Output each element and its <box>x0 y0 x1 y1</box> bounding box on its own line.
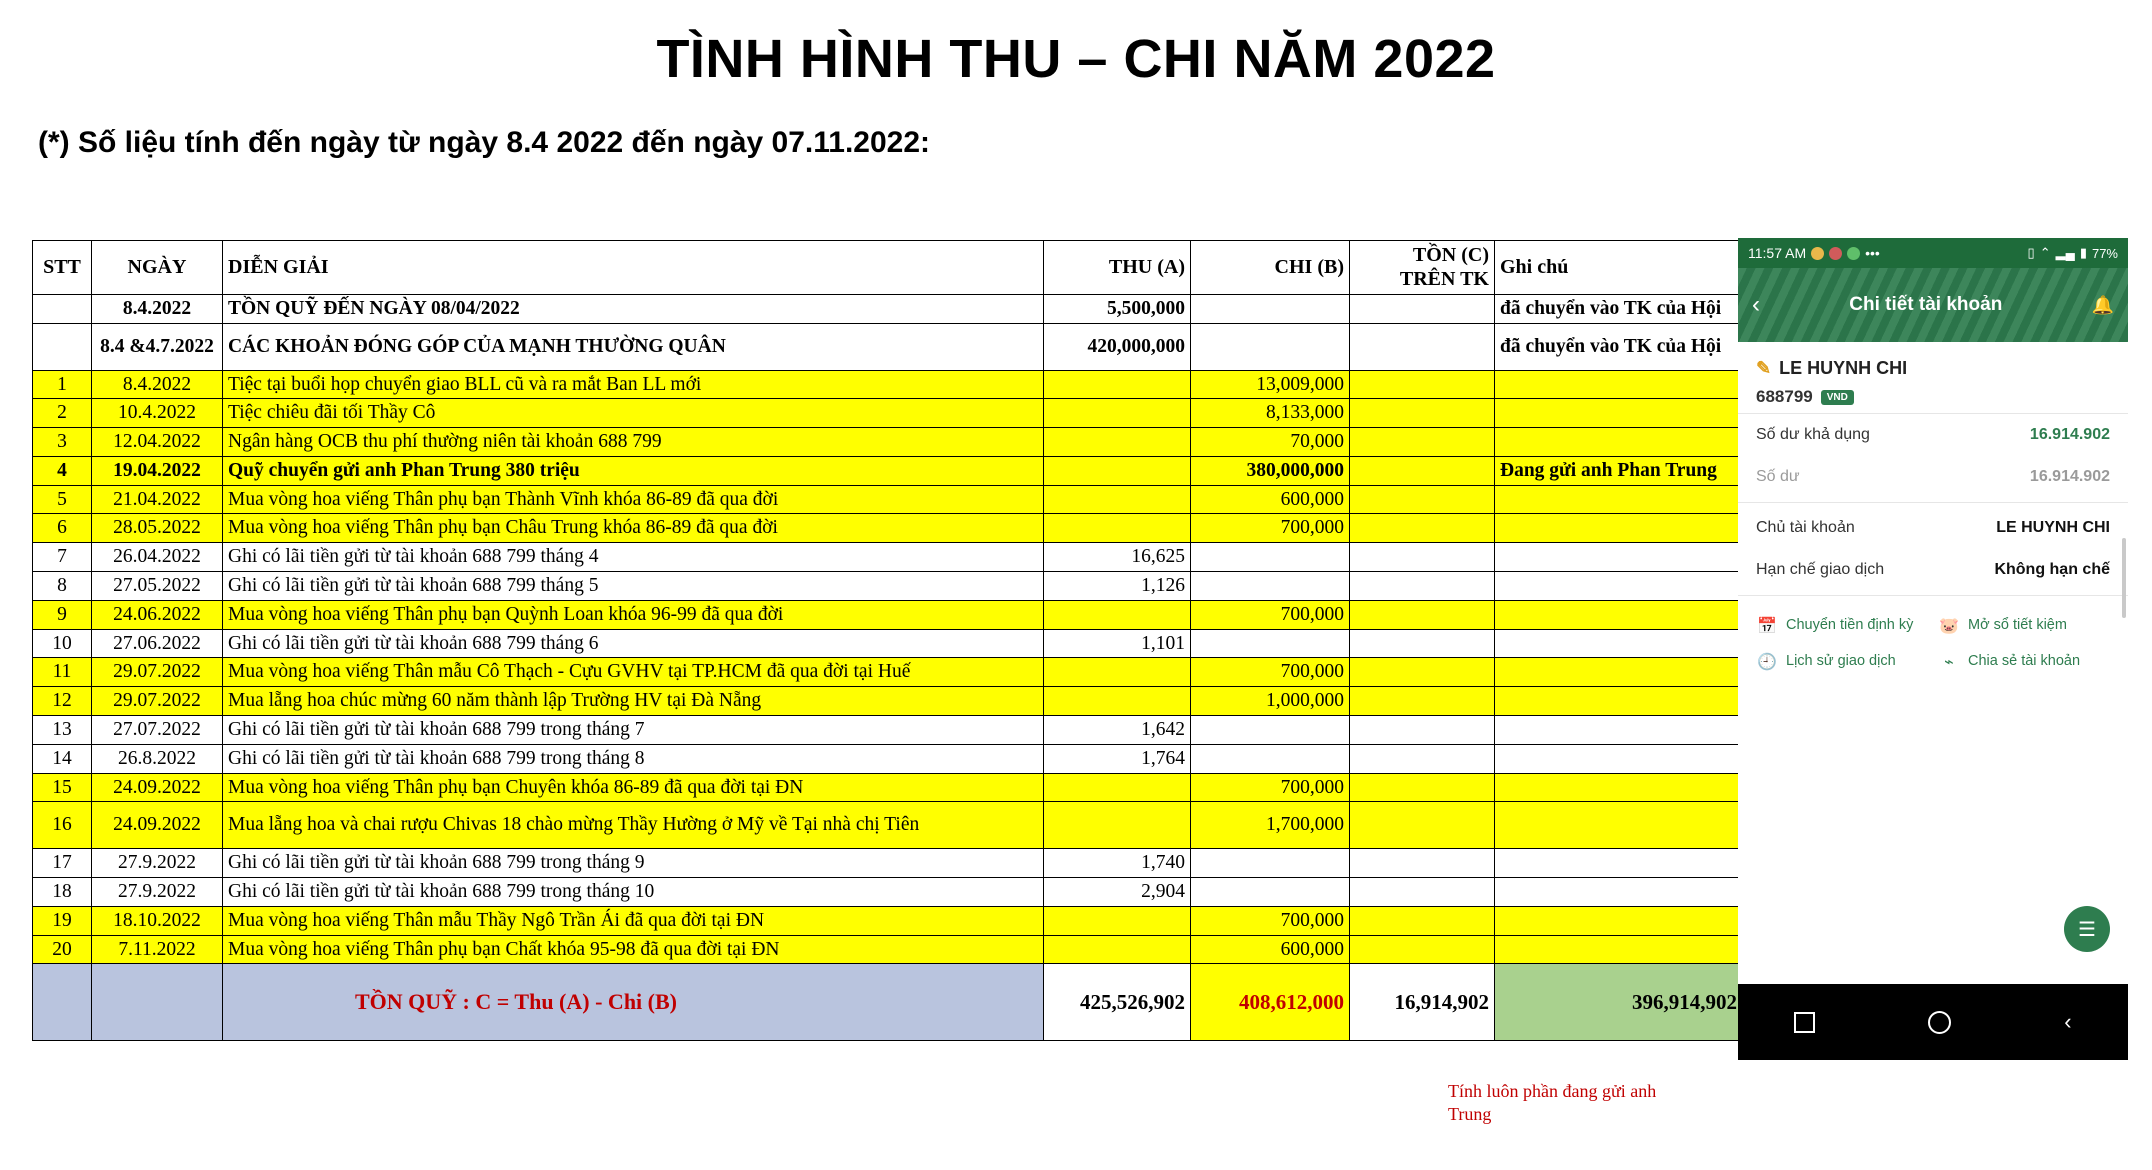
cell-description: Ghi có lãi tiền gửi từ tài khoản 688 799 tháng 4 <box>223 543 1044 572</box>
column-header-stt: STT <box>33 241 92 295</box>
cell-income: 2,904 <box>1044 878 1191 907</box>
summary-balance: 16,914,902 <box>1350 964 1495 1041</box>
cell-date: 12.04.2022 <box>92 428 223 457</box>
status-more-icon: ••• <box>1865 245 1880 261</box>
cell-date: 27.05.2022 <box>92 572 223 601</box>
cell-income: 5,500,000 <box>1044 294 1191 323</box>
cell-expense: 1,700,000 <box>1191 802 1350 849</box>
cell-description: Mua vòng hoa viếng Thân phụ bạn Châu Trung khóa 86-89 đã qua đời <box>223 514 1044 543</box>
cell-income <box>1044 428 1191 457</box>
cell-balance <box>1350 543 1495 572</box>
page-title: TÌNH HÌNH THU – CHI NĂM 2022 <box>656 29 1496 89</box>
cell-income: 1,101 <box>1044 629 1191 658</box>
summary-date <box>92 964 223 1041</box>
cell-stt: 7 <box>33 543 92 572</box>
status-time: 11:57 AM <box>1748 245 1807 261</box>
quick-action-label: Chuyển tiền định kỳ <box>1786 617 1914 633</box>
cell-stt: 14 <box>33 744 92 773</box>
cell-balance <box>1350 399 1495 428</box>
quick-action-label: Mở sổ tiết kiệm <box>1968 617 2067 633</box>
cell-note <box>1495 849 1760 878</box>
cell-date: 18.10.2022 <box>92 906 223 935</box>
cell-balance <box>1350 514 1495 543</box>
quick-action-label: Lịch sử giao dịch <box>1786 653 1896 669</box>
status-icon-alert <box>1829 247 1842 260</box>
cell-description: Ghi có lãi tiền gửi từ tài khoản 688 799 trong tháng 10 <box>223 878 1044 907</box>
table-row <box>33 543 1760 572</box>
cell-balance <box>1350 600 1495 629</box>
cell-expense: 70,000 <box>1191 428 1350 457</box>
cell-description: CÁC KHOẢN ĐÓNG GÓP CỦA MẠNH THƯỜNG QUÂN <box>223 323 1044 370</box>
cell-date: 26.8.2022 <box>92 744 223 773</box>
cell-balance <box>1350 773 1495 802</box>
cell-expense <box>1191 849 1350 878</box>
cell-note: đã chuyển vào TK của Hội <box>1495 323 1760 370</box>
cell-date: 29.07.2022 <box>92 687 223 716</box>
page-subtitle: (*) Số liệu tính đến ngày từ ngày 8.4 2022 đến ngày 07.11.2022: <box>38 126 931 159</box>
cell-note <box>1495 629 1760 658</box>
column-header-date: NGÀY <box>92 241 223 295</box>
cell-stt: 17 <box>33 849 92 878</box>
cell-balance <box>1350 935 1495 964</box>
cell-note <box>1495 600 1760 629</box>
table-summary-row <box>33 964 1760 1041</box>
cell-note: đã chuyển vào TK của Hội <box>1495 294 1760 323</box>
cell-balance <box>1350 323 1495 370</box>
cell-expense <box>1191 323 1350 370</box>
account-owner-value: LE HUYNH CHI <box>1996 519 2110 536</box>
cell-balance <box>1350 572 1495 601</box>
cell-expense: 13,009,000 <box>1191 370 1350 399</box>
cell-expense: 700,000 <box>1191 773 1350 802</box>
cell-balance <box>1350 687 1495 716</box>
cell-note <box>1495 370 1760 399</box>
cell-stt: 6 <box>33 514 92 543</box>
phone-screenshot <box>1738 238 2128 1060</box>
column-header-expense: CHI (B) <box>1191 241 1350 295</box>
quick-action-3[interactable] <box>1756 652 1928 674</box>
cell-balance <box>1350 802 1495 849</box>
menu-fab-button[interactable]: ☰ <box>2064 906 2110 952</box>
cell-stt: 4 <box>33 456 92 485</box>
cell-income: 1,126 <box>1044 572 1191 601</box>
quick-action-label: Chia sẻ tài khoản <box>1968 653 2081 669</box>
cell-expense: 600,000 <box>1191 485 1350 514</box>
phone-app-header <box>1738 268 2128 342</box>
column-header-income: THU (A) <box>1044 241 1191 295</box>
app-screen-title: Chi tiết tài khoản <box>1849 294 2003 315</box>
edit-icon[interactable]: ✎ <box>1756 358 1772 378</box>
cell-income <box>1044 658 1191 687</box>
cell-description: Ghi có lãi tiền gửi từ tài khoản 688 799 tháng 5 <box>223 572 1044 601</box>
cell-note <box>1495 485 1760 514</box>
cell-income <box>1044 687 1191 716</box>
summary-label: TỒN QUỸ : C = Thu (A) - Chi (B) <box>223 964 1044 1041</box>
table-row <box>33 878 1760 907</box>
cell-balance <box>1350 428 1495 457</box>
notification-bell-icon[interactable]: 🔔 <box>2091 294 2114 315</box>
cell-balance <box>1350 629 1495 658</box>
cell-income: 16,625 <box>1044 543 1191 572</box>
cell-date: 26.04.2022 <box>92 543 223 572</box>
recents-icon[interactable] <box>1794 1012 1815 1033</box>
cell-description: Ghi có lãi tiền gửi từ tài khoản 688 799 trong tháng 8 <box>223 744 1044 773</box>
cell-stt: 10 <box>33 629 92 658</box>
cell-date: 7.11.2022 <box>92 935 223 964</box>
ledger-table <box>32 240 1760 1041</box>
cell-date: 19.04.2022 <box>92 456 223 485</box>
cell-stt: 18 <box>33 878 92 907</box>
cell-expense <box>1191 572 1350 601</box>
cell-date: 27.9.2022 <box>92 878 223 907</box>
cell-income <box>1044 370 1191 399</box>
history-icon: 🕘 <box>1757 654 1777 671</box>
cell-stt: 9 <box>33 600 92 629</box>
cell-stt: 15 <box>33 773 92 802</box>
ledger-table-container <box>32 240 1737 1041</box>
cell-note <box>1495 572 1760 601</box>
table-row <box>33 906 1760 935</box>
available-balance-label: Số dư khả dụng <box>1756 426 1870 443</box>
cell-income <box>1044 485 1191 514</box>
cell-note <box>1495 543 1760 572</box>
footnote-text: Tính luôn phần đang gửi anh Trung <box>1448 1081 1657 1125</box>
cell-description: Tiệc chiêu đãi tối Thầy Cô <box>223 399 1044 428</box>
cell-balance <box>1350 485 1495 514</box>
quick-actions <box>1738 600 2128 678</box>
quick-action-2[interactable] <box>1938 616 2110 638</box>
cell-expense <box>1191 744 1350 773</box>
cell-expense <box>1191 294 1350 323</box>
cell-note <box>1495 878 1760 907</box>
cell-expense: 1,000,000 <box>1191 687 1350 716</box>
cell-note: Đang gửi anh Phan Trung <box>1495 456 1760 485</box>
table-row <box>33 294 1760 323</box>
transaction-limit-value: Không hạn chế <box>1994 561 2110 578</box>
cell-expense: 8,133,000 <box>1191 399 1350 428</box>
divider-1 <box>1738 502 2128 503</box>
cell-description: Mua vòng hoa viếng Thân phụ bạn Chất khóa 95-98 đã qua đời tại ĐN <box>223 935 1044 964</box>
cell-description: Mua vòng hoa viếng Thân phụ bạn Chuyên khóa 86-89 đã qua đời tại ĐN <box>223 773 1044 802</box>
cell-description: Mua vòng hoa viếng Thân phụ bạn Thành Vĩnh khóa 86-89 đã qua đời <box>223 485 1044 514</box>
column-header-balance: TỒN (C) TRÊN TK <box>1350 241 1495 295</box>
cell-expense <box>1191 543 1350 572</box>
cell-balance <box>1350 456 1495 485</box>
account-owner-row <box>1738 507 2128 549</box>
cell-stt: 5 <box>33 485 92 514</box>
cell-income <box>1044 802 1191 849</box>
cell-description: Tiệc tại buổi họp chuyển giao BLL cũ và ra mắt Ban LL mới <box>223 370 1044 399</box>
phone-status-bar <box>1738 238 2128 268</box>
cell-stt: 13 <box>33 715 92 744</box>
cell-stt: 12 <box>33 687 92 716</box>
table-row <box>33 323 1760 370</box>
cell-date: 24.06.2022 <box>92 600 223 629</box>
cell-income <box>1044 514 1191 543</box>
available-balance-value: 16.914.902 <box>2029 426 2110 443</box>
vibrate-icon: ▯ <box>2027 245 2035 260</box>
cell-income <box>1044 600 1191 629</box>
wifi-icon: ⌃ <box>2039 245 2051 260</box>
cell-date: 28.05.2022 <box>92 514 223 543</box>
summary-stt <box>33 964 92 1041</box>
quick-action-4[interactable] <box>1938 652 2110 674</box>
cell-income <box>1044 906 1191 935</box>
cell-income: 1,642 <box>1044 715 1191 744</box>
cell-stt: 19 <box>33 906 92 935</box>
cell-income: 1,740 <box>1044 849 1191 878</box>
status-icon-chat <box>1811 247 1824 260</box>
cell-note <box>1495 428 1760 457</box>
balance-row <box>1738 456 2128 498</box>
cell-date: 24.09.2022 <box>92 773 223 802</box>
battery-percent: 77% <box>2091 245 2118 261</box>
account-summary <box>1738 342 2128 413</box>
available-balance-row <box>1738 413 2128 456</box>
cell-note <box>1495 658 1760 687</box>
account-number: 688799 <box>1756 387 1813 406</box>
cell-date: 27.9.2022 <box>92 849 223 878</box>
cell-balance <box>1350 658 1495 687</box>
table-row <box>33 456 1760 485</box>
summary-expense: 408,612,000 <box>1191 964 1350 1041</box>
account-name-row <box>1756 358 2110 379</box>
scrollbar[interactable] <box>2122 538 2126 618</box>
sim-icon: ▮ <box>2079 245 2087 260</box>
cell-description: Mua vòng hoa viếng Thân phụ bạn Quỳnh Loan khóa 96-99 đã qua đời <box>223 600 1044 629</box>
cell-balance <box>1350 878 1495 907</box>
table-row <box>33 399 1760 428</box>
cell-expense: 380,000,000 <box>1191 456 1350 485</box>
cell-stt: 20 <box>33 935 92 964</box>
piggy-bank-icon: 🐷 <box>1939 618 1959 635</box>
table-row <box>33 802 1760 849</box>
cell-income: 1,764 <box>1044 744 1191 773</box>
currency-badge: VND <box>1821 390 1854 405</box>
cell-note <box>1495 906 1760 935</box>
calendar-icon: 📅 <box>1757 618 1777 635</box>
transaction-limit-row <box>1738 549 2128 591</box>
summary-note: 396,914,902 <box>1495 964 1760 1041</box>
cell-stt: 1 <box>33 370 92 399</box>
cell-balance <box>1350 849 1495 878</box>
cell-expense: 700,000 <box>1191 658 1350 687</box>
share-icon: ⌁ <box>1944 654 1954 671</box>
cell-date: 24.09.2022 <box>92 802 223 849</box>
summary-income: 425,526,902 <box>1044 964 1191 1041</box>
cell-description: Mua vòng hoa viếng Thân mẫu Cô Thạch - Cựu GVHV tại TP.HCM đã qua đời tại Huế <box>223 658 1044 687</box>
table-row <box>33 485 1760 514</box>
cell-balance <box>1350 294 1495 323</box>
cell-stt: 11 <box>33 658 92 687</box>
cell-note <box>1495 687 1760 716</box>
cell-balance <box>1350 715 1495 744</box>
table-row <box>33 715 1760 744</box>
cell-date: 29.07.2022 <box>92 658 223 687</box>
cell-date: 21.04.2022 <box>92 485 223 514</box>
cell-stt <box>33 323 92 370</box>
cell-note <box>1495 802 1760 849</box>
cell-expense: 600,000 <box>1191 935 1350 964</box>
cell-balance <box>1350 906 1495 935</box>
cell-income <box>1044 935 1191 964</box>
table-row <box>33 600 1760 629</box>
table-row <box>33 935 1760 964</box>
cell-balance <box>1350 370 1495 399</box>
cell-income: 420,000,000 <box>1044 323 1191 370</box>
home-icon[interactable] <box>1928 1011 1951 1034</box>
cell-note <box>1495 773 1760 802</box>
cell-description: Quỹ chuyển gửi anh Phan Trung 380 triệu <box>223 456 1044 485</box>
cell-date: 8.4.2022 <box>92 370 223 399</box>
cell-stt: 8 <box>33 572 92 601</box>
cell-note <box>1495 715 1760 744</box>
cell-expense <box>1191 715 1350 744</box>
cell-description: Ghi có lãi tiền gửi từ tài khoản 688 799 tháng 6 <box>223 629 1044 658</box>
cell-expense: 700,000 <box>1191 906 1350 935</box>
cell-expense: 700,000 <box>1191 600 1350 629</box>
table-row <box>33 849 1760 878</box>
cell-date: 10.4.2022 <box>92 399 223 428</box>
cell-date: 8.4.2022 <box>92 294 223 323</box>
cell-income <box>1044 456 1191 485</box>
cell-stt: 3 <box>33 428 92 457</box>
signal-icon: ▂▄ <box>2055 245 2075 260</box>
cell-description: Mua vòng hoa viếng Thân mẫu Thầy Ngô Trần Ái đã qua đời tại ĐN <box>223 906 1044 935</box>
cell-balance <box>1350 744 1495 773</box>
status-right-cluster <box>2028 245 2118 261</box>
back-nav-icon[interactable]: ‹ <box>2064 1009 2072 1034</box>
account-holder-name: LE HUYNH CHI <box>1779 358 1908 378</box>
balance-label: Số dư <box>1756 468 1800 485</box>
account-number-row <box>1756 387 2110 407</box>
table-row <box>33 658 1760 687</box>
back-icon[interactable]: ‹ <box>1752 291 1760 318</box>
cell-expense <box>1191 629 1350 658</box>
cell-note <box>1495 744 1760 773</box>
table-row <box>33 773 1760 802</box>
cell-expense: 700,000 <box>1191 514 1350 543</box>
column-header-note: Ghi chú <box>1495 241 1760 295</box>
divider-2 <box>1738 595 2128 596</box>
cell-note <box>1495 399 1760 428</box>
table-row <box>33 514 1760 543</box>
table-row <box>33 629 1760 658</box>
column-header-desc: DIỄN GIẢI <box>223 241 1044 295</box>
cell-description: Mua lẵng hoa chúc mừng 60 năm thành lập Trường HV tại Đà Nẵng <box>223 687 1044 716</box>
status-icon-app <box>1847 247 1860 260</box>
cell-date: 8.4 &4.7.2022 <box>92 323 223 370</box>
cell-stt: 2 <box>33 399 92 428</box>
table-header-row <box>33 241 1760 295</box>
cell-income <box>1044 773 1191 802</box>
cell-date: 27.06.2022 <box>92 629 223 658</box>
android-nav-bar <box>1738 984 2128 1060</box>
table-row <box>33 572 1760 601</box>
balance-value: 16.914.902 <box>2029 468 2110 485</box>
cell-note <box>1495 514 1760 543</box>
transaction-limit-label: Hạn chế giao dịch <box>1756 561 1885 578</box>
cell-stt: 16 <box>33 802 92 849</box>
account-owner-label: Chủ tài khoản <box>1756 519 1855 536</box>
cell-income <box>1044 399 1191 428</box>
cell-expense <box>1191 878 1350 907</box>
cell-description: TỒN QUỸ ĐẾN NGÀY 08/04/2022 <box>223 294 1044 323</box>
table-row <box>33 687 1760 716</box>
cell-description: Ngân hàng OCB thu phí thường niên tài khoản 688 799 <box>223 428 1044 457</box>
table-row <box>33 744 1760 773</box>
cell-description: Mua lẵng hoa và chai rượu Chivas 18 chào mừng Thầy Hường ở Mỹ về Tại nhà chị Tiên <box>223 802 1044 849</box>
cell-stt <box>33 294 92 323</box>
table-row <box>33 370 1760 399</box>
table-row <box>33 428 1760 457</box>
cell-date: 27.07.2022 <box>92 715 223 744</box>
cell-description: Ghi có lãi tiền gửi từ tài khoản 688 799 trong tháng 9 <box>223 849 1044 878</box>
quick-action-1[interactable] <box>1756 616 1928 638</box>
cell-description: Ghi có lãi tiền gửi từ tài khoản 688 799 trong tháng 7 <box>223 715 1044 744</box>
cell-note <box>1495 935 1760 964</box>
